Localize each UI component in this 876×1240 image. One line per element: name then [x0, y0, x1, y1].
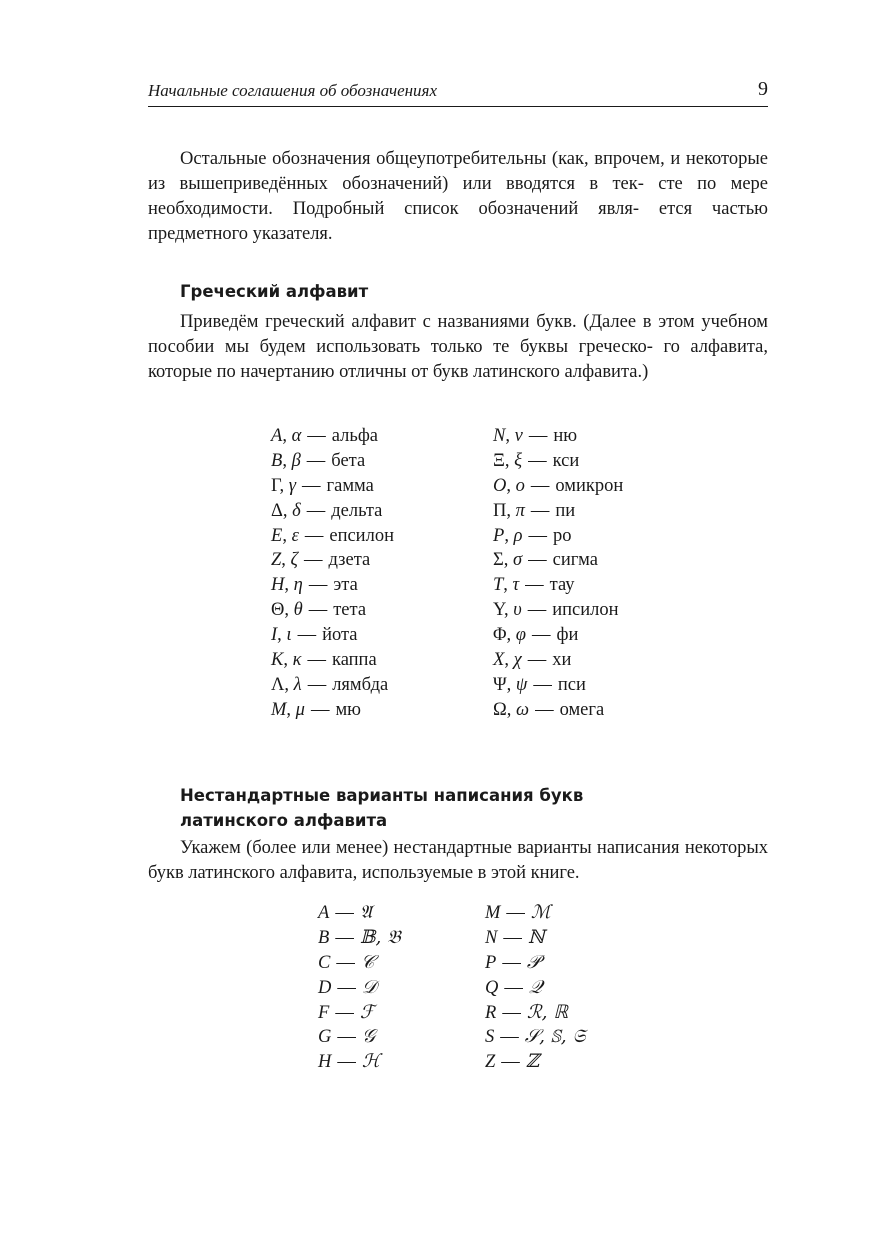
letter-name: епсилон: [329, 525, 394, 546]
letter-variants: ℤ: [525, 1051, 540, 1073]
latin-letter: A: [318, 903, 330, 923]
dash: —: [533, 674, 552, 695]
uppercase-letter: I: [271, 625, 278, 646]
dash: —: [304, 525, 324, 546]
greek-letter-row: Σ, σ — сигма: [493, 550, 598, 571]
text-line: ется частью предметного указателя.: [148, 199, 769, 244]
dash: —: [503, 927, 522, 948]
latin-variant-row: [318, 926, 401, 951]
dash: —: [307, 674, 327, 695]
dash: —: [528, 550, 547, 571]
dash: —: [308, 575, 328, 596]
uppercase-letter: B: [271, 450, 283, 471]
letter-variants: 𝔄: [359, 902, 373, 923]
greek-letter-row: Ψ, ψ — пси: [493, 674, 586, 695]
uppercase-letter: Ξ: [493, 450, 505, 471]
uppercase-letter: O: [493, 475, 507, 496]
uppercase-letter: T: [493, 575, 504, 596]
letter-name: тета: [333, 600, 367, 621]
dash: —: [504, 977, 523, 998]
latin-variant-row: [318, 951, 401, 976]
section-heading-latin: [180, 783, 583, 833]
letter-variants: ℋ: [361, 1051, 381, 1073]
letter-name: дзета: [328, 550, 371, 571]
page-number: 9: [758, 78, 768, 100]
lowercase-letter: ω: [516, 699, 530, 720]
letter-name: гамма: [326, 475, 374, 496]
dash: —: [530, 500, 550, 521]
letter-variants: ℳ: [530, 902, 551, 923]
lowercase-letter: α: [291, 426, 302, 446]
latin-variant-row: [485, 1025, 585, 1050]
lowercase-letter: υ: [513, 600, 522, 621]
dash: —: [500, 1027, 519, 1048]
greek-letter-row: Γ, γ — гамма: [271, 475, 374, 496]
letter-variants: 𝒬: [528, 976, 543, 998]
uppercase-letter: X: [493, 650, 505, 671]
latin-variant-row: [485, 976, 585, 1001]
greek-letter-row: K, κ — каппа: [271, 650, 377, 671]
letter-variants: 𝒢: [361, 1026, 376, 1048]
latin-variant-row: [485, 1001, 585, 1026]
greek-letter-row: O, o — омикрон: [493, 475, 624, 496]
uppercase-letter: Γ: [271, 475, 280, 496]
uppercase-letter: Υ: [493, 600, 504, 621]
heading-line: Нестандартные варианты написания букв: [180, 786, 584, 805]
letter-variants: 𝒫: [526, 951, 541, 973]
letter-name: бета: [331, 450, 366, 471]
latin-letter: N: [485, 927, 498, 948]
letter-variants: 𝒮, 𝕊, 𝔖: [524, 1026, 586, 1048]
latin-variants-right-column: [485, 901, 585, 1075]
running-title: Начальные соглашения об обозначениях: [148, 81, 437, 100]
lowercase-letter: κ: [292, 650, 302, 671]
letter-name: пси: [557, 674, 586, 695]
greek-letter-row: Z, ζ — дзета: [271, 550, 371, 571]
dash: —: [306, 450, 326, 471]
greek-intro-paragraph: [148, 310, 768, 385]
greek-letter-row: Ξ, ξ — кси: [493, 450, 580, 471]
uppercase-letter: M: [271, 699, 287, 720]
dash: —: [506, 903, 525, 923]
uppercase-letter: P: [493, 525, 505, 546]
letter-variants: ℕ: [527, 926, 545, 948]
greek-letter-row: N, ν — ню: [493, 426, 578, 446]
latin-variant-row: [485, 951, 585, 976]
dash: —: [302, 475, 321, 496]
dash: —: [304, 550, 323, 571]
text-line: Укажем (более или менее) нестандартные варианты написания: [180, 838, 680, 858]
dash: —: [527, 600, 547, 621]
uppercase-letter: Θ: [271, 600, 285, 621]
letter-name: омега: [559, 699, 605, 720]
latin-letter: P: [485, 952, 497, 973]
dash: —: [307, 426, 326, 446]
dash: —: [532, 625, 551, 646]
letter-variants: 𝔹, 𝔅: [359, 926, 401, 948]
uppercase-letter: Ω: [493, 699, 507, 720]
text-line: сте по мере необходимости. Подробный список обозначений явля-: [148, 174, 768, 219]
dash: —: [535, 699, 554, 720]
dash: —: [528, 426, 548, 446]
dash: —: [337, 1027, 356, 1048]
lowercase-letter: β: [291, 450, 301, 471]
lowercase-letter: τ: [512, 575, 520, 596]
dash: —: [528, 450, 547, 471]
lowercase-letter: ι: [286, 625, 292, 646]
uppercase-letter: Ψ: [493, 674, 507, 695]
greek-letter-row: X, χ — хи: [493, 650, 572, 671]
letter-name: лямбда: [332, 674, 389, 695]
lowercase-letter: μ: [295, 699, 305, 720]
dash: —: [335, 927, 354, 948]
lowercase-letter: π: [515, 500, 525, 521]
dash: —: [308, 600, 328, 621]
dash: —: [501, 1052, 520, 1073]
letter-name: дельта: [331, 500, 383, 521]
text-line: Остальные обозначения общеупотребительны (как, впрочем, и: [180, 149, 681, 169]
greek-letter-row: Δ, δ — дельта: [271, 500, 383, 521]
uppercase-letter: N: [493, 426, 506, 446]
greek-alphabet-left-column: [271, 424, 394, 723]
greek-letter-row: Π, π — пи: [493, 500, 576, 521]
latin-intro-paragraph: [148, 836, 768, 886]
dash: —: [528, 525, 547, 546]
greek-letter-row: Λ, λ — лямбда: [271, 674, 389, 695]
latin-letter: Z: [485, 1052, 496, 1073]
dash: —: [310, 699, 330, 720]
letter-name: пи: [555, 500, 576, 521]
letter-name: мю: [335, 699, 361, 720]
dash: —: [527, 650, 547, 671]
greek-letter-row: A, α — альфа: [271, 426, 379, 446]
lowercase-letter: γ: [288, 475, 297, 496]
latin-variant-row: [485, 901, 585, 926]
greek-letter-row: E, ε — епсилон: [271, 525, 394, 546]
heading-line: латинского алфавита: [180, 811, 388, 830]
letter-name: ню: [553, 426, 578, 446]
uppercase-letter: K: [271, 650, 284, 671]
text-line: некоторых букв латинского алфавита, используемые в этой книге.: [148, 838, 768, 883]
dash: —: [502, 952, 521, 973]
greek-letter-row: B, β — бета: [271, 450, 366, 471]
dash: —: [306, 500, 326, 521]
lowercase-letter: φ: [515, 625, 527, 646]
text-line: алфавита.): [564, 362, 649, 382]
dash: —: [502, 1002, 521, 1023]
latin-letter: Q: [485, 977, 499, 998]
latin-letter: G: [318, 1027, 332, 1048]
lowercase-letter: η: [293, 575, 303, 596]
latin-variant-row: [318, 976, 401, 1001]
dash: —: [297, 625, 317, 646]
lowercase-letter: o: [515, 475, 525, 496]
letter-variants: ℱ: [359, 1001, 375, 1023]
letter-name: эта: [333, 575, 358, 596]
text-line: некоторые из вышеприведённых обозначений) или вводятся в тек-: [148, 149, 768, 194]
text-line: го алфавита, которые по начертанию отличны от букв латинского: [148, 337, 769, 382]
dash: —: [307, 650, 326, 671]
latin-letter: F: [318, 1002, 330, 1023]
uppercase-letter: Δ: [271, 500, 283, 521]
greek-letter-row: H, η — эта: [271, 575, 358, 596]
dash: —: [335, 1002, 354, 1023]
uppercase-letter: E: [271, 525, 283, 546]
greek-alphabet-right-column: [493, 424, 623, 723]
uppercase-letter: Φ: [493, 625, 507, 646]
intro-paragraph: [148, 147, 768, 247]
greek-letter-row: Υ, υ — ипсилон: [493, 600, 619, 621]
letter-name: альфа: [331, 426, 379, 446]
lowercase-letter: ζ: [290, 550, 299, 571]
lowercase-letter: θ: [293, 600, 303, 621]
greek-letter-row: Φ, φ — фи: [493, 625, 579, 646]
letter-name: каппа: [331, 650, 377, 671]
dash: —: [530, 475, 550, 496]
uppercase-letter: Λ: [271, 674, 285, 695]
dash: —: [336, 952, 355, 973]
text-line: Приведём греческий алфавит с названиями букв. (Далее в этом: [180, 312, 695, 332]
dash: —: [525, 575, 544, 596]
text-line: учебном пособии мы будем использовать только те буквы греческо-: [148, 312, 768, 357]
lowercase-letter: ξ: [514, 450, 523, 471]
letter-variants: ℛ, ℝ: [526, 1001, 568, 1023]
dash: —: [337, 1052, 356, 1073]
lowercase-letter: ψ: [515, 674, 528, 695]
letter-name: фи: [556, 625, 579, 646]
greek-letter-row: Θ, θ — тета: [271, 600, 367, 621]
lowercase-letter: χ: [513, 650, 522, 671]
uppercase-letter: Z: [271, 550, 282, 571]
lowercase-letter: ε: [291, 525, 299, 546]
uppercase-letter: Π: [493, 500, 507, 521]
lowercase-letter: δ: [292, 500, 301, 521]
latin-letter: B: [318, 927, 330, 948]
latin-variants-left-column: [318, 901, 401, 1075]
running-header: [148, 78, 768, 107]
letter-name: кси: [552, 450, 580, 471]
uppercase-letter: H: [271, 575, 285, 596]
greek-letter-row: P, ρ — ро: [493, 525, 572, 546]
greek-letter-row: M, μ — мю: [271, 699, 361, 720]
lowercase-letter: ρ: [513, 525, 523, 546]
letter-name: ипсилон: [552, 600, 619, 621]
dash: —: [335, 903, 354, 923]
greek-letter-row: Ω, ω — омега: [493, 699, 605, 720]
letter-variants: 𝒟: [361, 976, 377, 998]
latin-letter: D: [318, 977, 332, 998]
letter-name: сигма: [552, 550, 598, 571]
latin-letter: C: [318, 952, 331, 973]
latin-variant-row: [318, 1050, 401, 1075]
letter-name: хи: [552, 650, 572, 671]
latin-variant-row: [318, 1025, 401, 1050]
greek-letter-row: I, ι — йота: [271, 625, 358, 646]
latin-variant-row: [485, 926, 585, 951]
lowercase-letter: σ: [513, 550, 523, 571]
greek-letter-row: T, τ — тау: [493, 575, 575, 596]
letter-name: омикрон: [555, 475, 624, 496]
lowercase-letter: λ: [293, 674, 302, 695]
latin-letter: R: [485, 1002, 497, 1023]
latin-variant-row: [318, 1001, 401, 1026]
letter-variants: 𝒞: [360, 951, 375, 973]
letter-name: ро: [552, 525, 572, 546]
latin-variant-row: [485, 1050, 585, 1075]
letter-name: йота: [322, 625, 358, 646]
latin-letter: S: [485, 1027, 495, 1048]
uppercase-letter: A: [271, 426, 283, 446]
letter-name: тау: [549, 575, 575, 596]
dash: —: [337, 977, 356, 998]
section-heading-greek: Греческий алфавит: [180, 282, 369, 301]
latin-letter: M: [485, 903, 501, 923]
lowercase-letter: ν: [514, 426, 523, 446]
uppercase-letter: Σ: [493, 550, 504, 571]
latin-letter: H: [318, 1052, 332, 1073]
latin-variant-row: [318, 901, 401, 926]
